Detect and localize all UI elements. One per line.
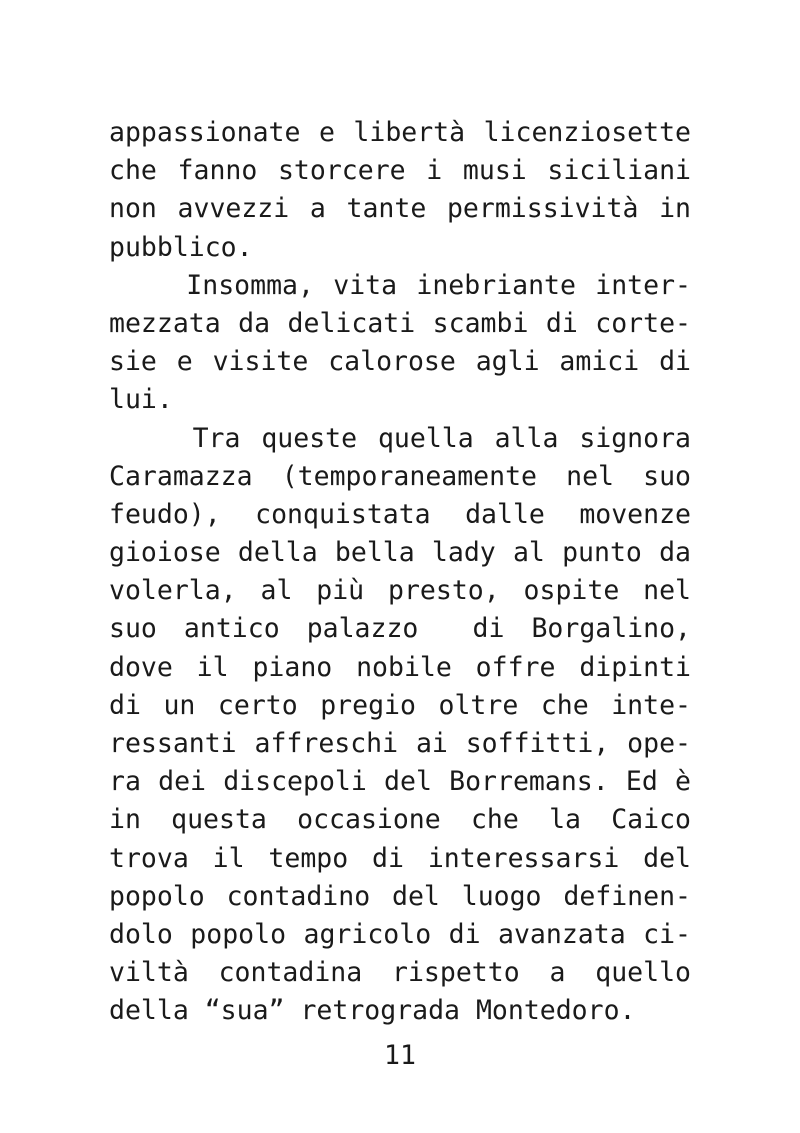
text-line: che fanno storcere i musi siciliani [109, 155, 691, 187]
body-text [109, 114, 691, 1031]
text-line: pubblico. [109, 231, 253, 263]
text-line: Tra queste quella alla signora [109, 422, 691, 454]
text-line: viltà contadina rispetto a quello [109, 957, 691, 989]
text-line: Insomma, vita inebriante inter- [109, 269, 691, 301]
paragraph-1 [109, 114, 691, 267]
text-line: dove il piano nobile offre dipinti [109, 651, 691, 683]
text-line: non avvezzi a tante permissività in [109, 193, 691, 225]
text-line: della “sua” retrograda Montedoro. [109, 995, 636, 1027]
text-line: trova il tempo di interessarsi del [109, 842, 691, 874]
text-line: di un certo pregio oltre che inte- [109, 689, 691, 721]
text-line: gioiose della bella lady al punto da [109, 537, 691, 569]
text-line: dolo popolo agricolo di avanzata ci- [109, 918, 691, 950]
text-line: mezzata da delicati scambi di corte- [109, 307, 691, 339]
text-line: in questa occasione che la Caico [109, 804, 691, 836]
text-line: suo antico palazzo di Borgalino, [109, 613, 691, 645]
text-line: volerla, al più presto, ospite nel [109, 575, 691, 607]
text-line: lui. [109, 384, 173, 416]
text-line: feudo), conquistata dalle movenze [109, 498, 691, 530]
paragraph-2 [109, 267, 691, 420]
text-line: appassionate e libertà licenziosette [109, 117, 691, 148]
text-line: ra dei discepoli del Borremans. Ed è [109, 766, 691, 798]
page-number: 11 [384, 1040, 416, 1071]
text-line: ressanti affreschi ai soffitti, ope- [109, 728, 691, 759]
text-line: Caramazza (temporaneamente nel suo [109, 460, 691, 492]
text-line: popolo contadino del luogo definen- [109, 880, 691, 912]
paragraph-3 [109, 420, 691, 1031]
text-line: sie e visite calorose agli amici di [109, 346, 691, 378]
